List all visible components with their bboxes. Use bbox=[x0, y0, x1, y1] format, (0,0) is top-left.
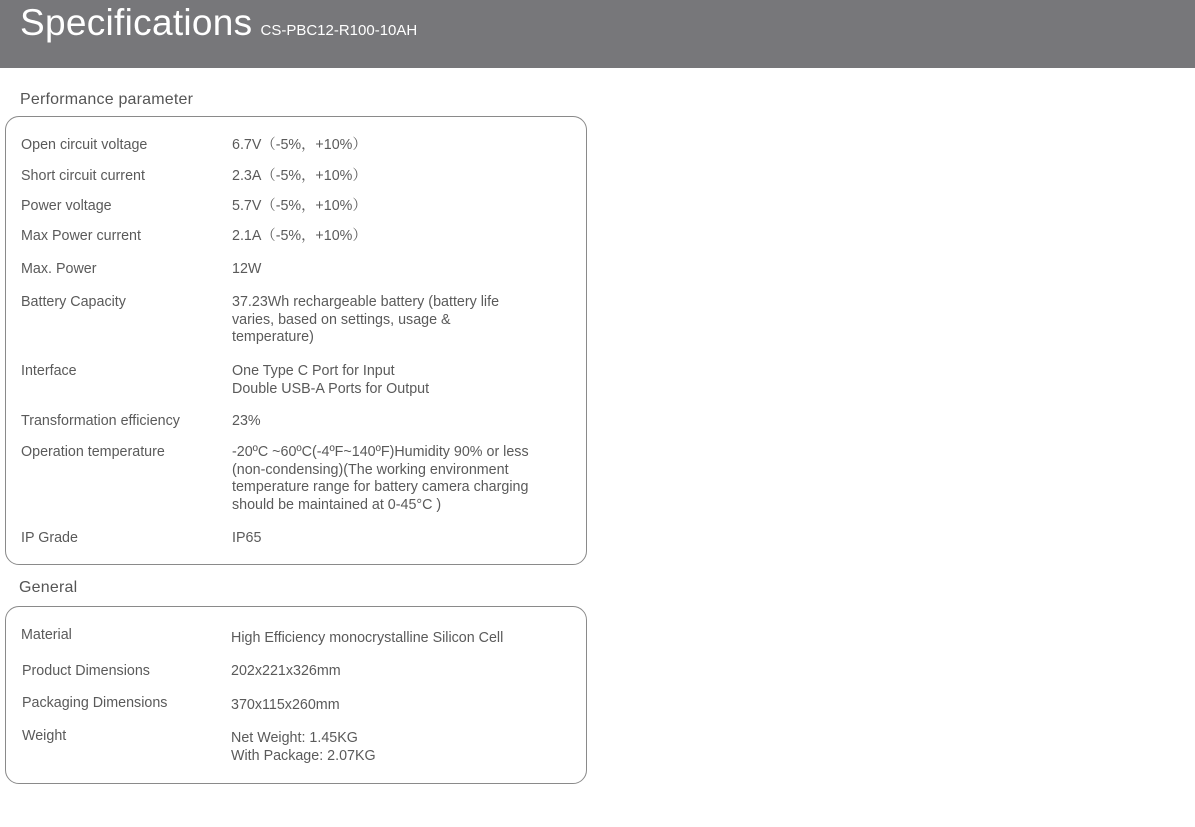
page-header bbox=[0, 0, 1195, 68]
spec-value: 202x221x326mm bbox=[231, 663, 341, 679]
spec-value: 2.3A（-5%，+10%） bbox=[232, 168, 367, 184]
model-number: CS-PBC12-R100-10AH bbox=[260, 22, 418, 39]
spec-value-line: Double USB-A Ports for Output bbox=[232, 380, 430, 397]
page-title: Specifications bbox=[20, 2, 253, 43]
spec-value-line: One Type C Port for Input bbox=[232, 363, 395, 379]
spec-label: Power voltage bbox=[21, 198, 112, 214]
spec-value: 370x115x260mm bbox=[231, 697, 340, 713]
spec-label: Battery Capacity bbox=[21, 294, 126, 310]
spec-value: 5.7V（-5%，+10%） bbox=[232, 198, 367, 214]
spec-value bbox=[232, 363, 552, 398]
spec-value: 12W bbox=[232, 261, 262, 277]
spec-value: 37.23Wh rechargeable battery (battery life varies, based on settings, usage & temperature) bbox=[232, 294, 500, 345]
spec-label: Max Power current bbox=[21, 228, 141, 244]
spec-value: High Efficiency monocrystalline Silicon Cell bbox=[231, 630, 504, 646]
spec-label: Transformation efficiency bbox=[21, 413, 180, 429]
spec-value-line: Net Weight: 1.45KG bbox=[231, 730, 358, 746]
general-section-title: General bbox=[19, 579, 78, 596]
spec-label: Packaging Dimensions bbox=[22, 695, 168, 711]
spec-label: Open circuit voltage bbox=[21, 137, 148, 153]
performance-table bbox=[5, 116, 587, 565]
spec-label: Product Dimensions bbox=[22, 663, 150, 679]
spec-value: -20ºC ~60ºC(-4ºF~140ºF)Humidity 90% or less (non-condensing)(The working environment temperature range for battery camera charging should be maintained at 0-45°C ) bbox=[232, 444, 529, 513]
spec-label: Interface bbox=[21, 363, 77, 379]
spec-value: 23% bbox=[232, 413, 261, 429]
spec-label: Operation temperature bbox=[21, 444, 165, 460]
spec-label: Material bbox=[21, 627, 72, 643]
spec-value: IP65 bbox=[232, 530, 262, 546]
spec-label: IP Grade bbox=[21, 530, 78, 546]
spec-value bbox=[231, 730, 551, 765]
spec-label: Max. Power bbox=[21, 261, 97, 277]
performance-section-title: Performance parameter bbox=[20, 91, 194, 108]
spec-label: Short circuit current bbox=[21, 168, 145, 184]
general-table bbox=[5, 606, 587, 784]
spec-value-line: With Package: 2.07KG bbox=[231, 747, 376, 764]
spec-value: 2.1A（-5%，+10%） bbox=[232, 228, 367, 244]
spec-label: Weight bbox=[22, 728, 67, 744]
spec-value: 6.7V（-5%，+10%） bbox=[232, 137, 367, 153]
